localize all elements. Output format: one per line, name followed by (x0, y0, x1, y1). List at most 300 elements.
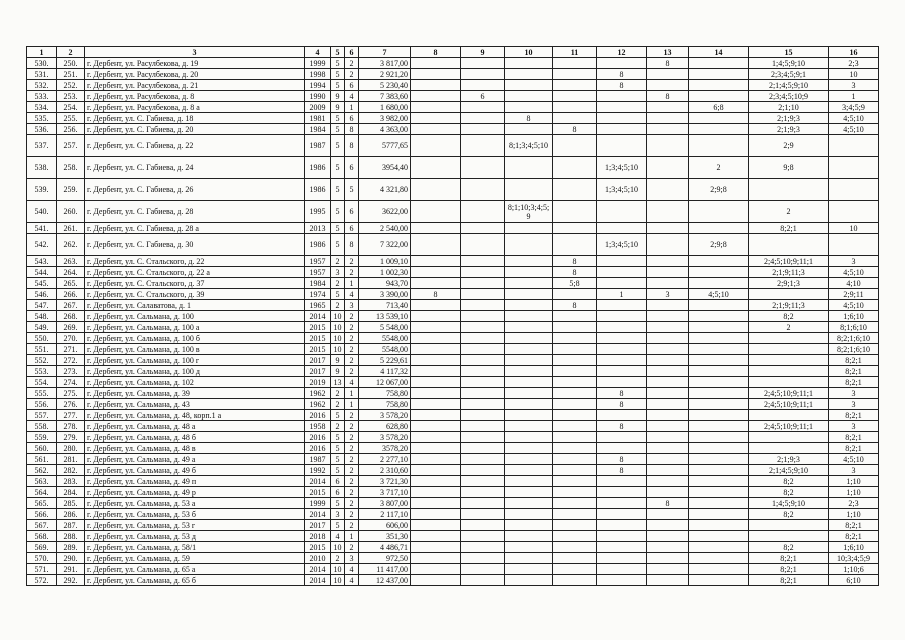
table-cell (597, 564, 647, 575)
table-cell (647, 201, 689, 223)
table-cell: 1;6;10 (829, 542, 879, 553)
table-cell (411, 476, 461, 487)
table-cell (553, 91, 597, 102)
table-cell (647, 69, 689, 80)
table-cell: г. Дербент, ул. С. Стальского, д. 39 (85, 289, 305, 300)
table-cell: 2;3 (829, 498, 879, 509)
table-row (27, 322, 879, 333)
table-cell (553, 333, 597, 344)
table-cell: 2;4;5;10;9;11;1 (749, 388, 829, 399)
table-cell: 8 (597, 421, 647, 432)
table-cell (689, 454, 749, 465)
table-cell (553, 102, 597, 113)
table-cell: 1984 (305, 278, 331, 289)
table-cell (689, 311, 749, 322)
table-cell (411, 333, 461, 344)
table-cell: 8 (505, 113, 553, 124)
table-cell (553, 201, 597, 223)
table-cell (461, 267, 505, 278)
table-row (27, 58, 879, 69)
table-cell: 8;2;1 (749, 553, 829, 564)
table-cell (553, 443, 597, 454)
table-cell: 291. (57, 564, 85, 575)
table-cell: 8 (553, 300, 597, 311)
table-cell: 550. (27, 333, 57, 344)
table-cell (505, 542, 553, 553)
table-cell: 8 (345, 124, 359, 135)
table-cell: 12 437,00 (359, 575, 411, 586)
table-cell: 6 (331, 487, 345, 498)
table-cell: 274. (57, 377, 85, 388)
table-cell: 553. (27, 366, 57, 377)
table-cell: 262. (57, 234, 85, 256)
table-cell: 288. (57, 531, 85, 542)
table-cell: 3 982,00 (359, 113, 411, 124)
table-cell: 5 (331, 80, 345, 91)
table-cell: г. Дербент, ул. Сальмана, д. 48 в (85, 443, 305, 454)
table-cell: 267. (57, 300, 85, 311)
table-cell: г. Дербент, ул. С. Стальского, д. 22 (85, 256, 305, 267)
table-cell: 5 (331, 432, 345, 443)
table-cell (689, 69, 749, 80)
table-cell: 258. (57, 157, 85, 179)
table-cell: г. Дербент, ул. С. Стальского, д. 22 а (85, 267, 305, 278)
table-cell: 8 (345, 234, 359, 256)
table-cell (689, 201, 749, 223)
table-cell (647, 135, 689, 157)
table-cell: 269. (57, 322, 85, 333)
table-cell: г. Дербент, ул. Расулбекова, д. 20 (85, 69, 305, 80)
table-row (27, 300, 879, 311)
table-cell: 2015 (305, 542, 331, 553)
table-cell: 5 (331, 157, 345, 179)
table-cell: г. Дербент, ул. Расулбекова, д. 19 (85, 58, 305, 69)
table-cell: 252. (57, 80, 85, 91)
table-cell: 3954,40 (359, 157, 411, 179)
table-cell: 1;4;5;9;10 (749, 498, 829, 509)
table-cell: 5 230,40 (359, 80, 411, 91)
table-cell: 271. (57, 344, 85, 355)
table-cell: 2016 (305, 410, 331, 421)
table-cell (505, 322, 553, 333)
table-cell: 5 (345, 179, 359, 201)
table-cell (505, 80, 553, 91)
table-cell: 282. (57, 465, 85, 476)
table-cell (411, 509, 461, 520)
table-cell (411, 487, 461, 498)
table-cell: 554. (27, 377, 57, 388)
table-cell: 569. (27, 542, 57, 553)
table-cell (553, 487, 597, 498)
table-cell (647, 333, 689, 344)
table-cell: 1 (829, 91, 879, 102)
table-cell (689, 322, 749, 333)
table-cell: г. Дербент, ул. Сальмана, д. 100 д (85, 366, 305, 377)
table-cell (597, 333, 647, 344)
table-cell (597, 355, 647, 366)
table-cell: 538. (27, 157, 57, 179)
table-cell: 2 (345, 267, 359, 278)
table-cell: 278. (57, 421, 85, 432)
table-cell (689, 377, 749, 388)
table-cell: 2013 (305, 223, 331, 234)
table-cell: 1999 (305, 58, 331, 69)
table-cell: г. Дербент, ул. Сальмана, д. 49 р (85, 487, 305, 498)
table-cell (597, 300, 647, 311)
table-cell (829, 179, 879, 201)
table-row (27, 388, 879, 399)
table-cell: 555. (27, 388, 57, 399)
table-cell (411, 498, 461, 509)
table-cell (411, 135, 461, 157)
table-cell: 7 383,60 (359, 91, 411, 102)
table-cell (505, 498, 553, 509)
table-cell: 1;3;4;5;10 (597, 234, 647, 256)
table-cell (411, 113, 461, 124)
table-cell: 8 (647, 91, 689, 102)
table-cell: 2;1;9;3 (749, 124, 829, 135)
table-cell (411, 201, 461, 223)
table-cell (505, 300, 553, 311)
table-cell (553, 421, 597, 432)
table-cell: 1990 (305, 91, 331, 102)
table-cell: 250. (57, 58, 85, 69)
table-cell: 4 (345, 575, 359, 586)
table-row (27, 377, 879, 388)
table-cell: 3 (829, 465, 879, 476)
table-cell (553, 542, 597, 553)
table-cell: 1958 (305, 421, 331, 432)
table-cell: г. Дербент, ул. С. Габиева, д. 28 (85, 201, 305, 223)
table-cell: 3 (829, 421, 879, 432)
column-header: 7 (359, 47, 411, 58)
table-cell: 8 (597, 399, 647, 410)
table-cell: 2 (345, 410, 359, 421)
table-row (27, 278, 879, 289)
table-cell: 4 (345, 564, 359, 575)
table-cell: 8;2;1 (829, 410, 879, 421)
table-cell: 549. (27, 322, 57, 333)
table-cell (553, 531, 597, 542)
table-cell: 1992 (305, 465, 331, 476)
table-cell: 8;2;1 (829, 366, 879, 377)
table-cell (749, 366, 829, 377)
table-cell (647, 410, 689, 421)
table-cell (411, 124, 461, 135)
table-cell: 256. (57, 124, 85, 135)
table-cell: 2018 (305, 531, 331, 542)
table-cell: 2019 (305, 377, 331, 388)
table-cell (647, 531, 689, 542)
table-cell: 1;6;10 (829, 311, 879, 322)
table-cell: 5 (331, 113, 345, 124)
table-cell (505, 91, 553, 102)
table-cell: 3 (829, 399, 879, 410)
column-header: 1 (27, 47, 57, 58)
table-cell (461, 542, 505, 553)
table-cell (647, 267, 689, 278)
table-cell: 5 (331, 443, 345, 454)
table-cell (597, 113, 647, 124)
table-cell: 10 (331, 575, 345, 586)
table-cell (553, 553, 597, 564)
table-cell: 1986 (305, 179, 331, 201)
table-cell: 8;2;1;6;10 (829, 344, 879, 355)
table-cell: 2 (345, 465, 359, 476)
table-cell: 1;3;4;5;10 (597, 157, 647, 179)
table-cell (461, 234, 505, 256)
table-cell: 2 (689, 157, 749, 179)
table-cell: 5 (331, 234, 345, 256)
table-cell: 2;1;9;11;3 (749, 300, 829, 311)
table-cell: 2016 (305, 432, 331, 443)
table-cell: 287. (57, 520, 85, 531)
table-cell: 1965 (305, 300, 331, 311)
table-cell: 2 (345, 454, 359, 465)
table-cell (749, 355, 829, 366)
table-cell (461, 487, 505, 498)
table-cell: 13 539,10 (359, 311, 411, 322)
table-cell: 5548,00 (359, 344, 411, 355)
table-cell: 568. (27, 531, 57, 542)
table-cell: 8;2 (749, 476, 829, 487)
table-cell: г. Дербент, ул. С. Габиева, д. 28 а (85, 223, 305, 234)
table-cell: 4;10 (829, 278, 879, 289)
table-cell: 1;10;6 (829, 564, 879, 575)
table-cell (647, 443, 689, 454)
table-cell: 3 (331, 267, 345, 278)
table-cell: 1986 (305, 157, 331, 179)
table-cell: г. Дербент, ул. Сальмана, д. 53 а (85, 498, 305, 509)
table-cell: 1 (597, 289, 647, 300)
table-row (27, 344, 879, 355)
table-cell: 2017 (305, 366, 331, 377)
table-cell (505, 432, 553, 443)
table-cell: 292. (57, 575, 85, 586)
table-cell: 1 002,30 (359, 267, 411, 278)
table-row (27, 311, 879, 322)
table-cell: 5;8 (553, 278, 597, 289)
table-cell: 2014 (305, 564, 331, 575)
table-cell: 5 (331, 69, 345, 80)
table-cell: 259. (57, 179, 85, 201)
table-cell: 8;1;10;3;4;5;9 (505, 201, 553, 223)
table-cell: 270. (57, 333, 85, 344)
table-cell (505, 278, 553, 289)
table-cell (553, 322, 597, 333)
table-cell: 543. (27, 256, 57, 267)
table-cell: г. Дербент, ул. С. Габиева, д. 26 (85, 179, 305, 201)
table-cell: 8;1;6;10 (829, 322, 879, 333)
table-cell: 5 (331, 410, 345, 421)
table-cell: 540. (27, 201, 57, 223)
table-cell: 2014 (305, 509, 331, 520)
table-cell: 1 (345, 531, 359, 542)
table-cell: 251. (57, 69, 85, 80)
table-cell (553, 355, 597, 366)
table-row (27, 333, 879, 344)
table-cell (647, 476, 689, 487)
table-cell (597, 553, 647, 564)
table-cell: 2016 (305, 443, 331, 454)
column-header: 8 (411, 47, 461, 58)
table-cell (597, 542, 647, 553)
table-cell (597, 91, 647, 102)
table-cell: 8;2 (749, 542, 829, 553)
table-cell (647, 399, 689, 410)
table-cell: 1;4;5;9;10 (749, 58, 829, 69)
table-cell (461, 564, 505, 575)
table-cell (647, 355, 689, 366)
table-cell: 535. (27, 113, 57, 124)
table-cell: 3 717,10 (359, 487, 411, 498)
table-cell (411, 443, 461, 454)
table-cell: 1962 (305, 399, 331, 410)
data-table (26, 46, 879, 586)
table-cell (553, 344, 597, 355)
table-cell (411, 564, 461, 575)
table-cell: г. Дербент, ул. Сальмана, д. 49 а (85, 454, 305, 465)
table-cell: 5 (331, 124, 345, 135)
table-cell: г. Дербент, ул. Сальмана, д. 43 (85, 399, 305, 410)
table-row (27, 179, 879, 201)
table-cell (647, 179, 689, 201)
table-cell (647, 421, 689, 432)
table-cell (597, 377, 647, 388)
table-cell (505, 69, 553, 80)
table-cell (461, 454, 505, 465)
column-header: 11 (553, 47, 597, 58)
table-cell (749, 432, 829, 443)
table-cell (553, 234, 597, 256)
table-cell: 5 548,00 (359, 322, 411, 333)
table-cell: 10 (331, 333, 345, 344)
table-cell (647, 388, 689, 399)
table-cell: 268. (57, 311, 85, 322)
table-cell: 561. (27, 454, 57, 465)
table-row (27, 465, 879, 476)
table-cell (505, 157, 553, 179)
table-cell (647, 366, 689, 377)
table-cell: 758,80 (359, 399, 411, 410)
table-cell (689, 58, 749, 69)
table-cell: 2015 (305, 487, 331, 498)
table-cell (411, 80, 461, 91)
table-cell: 1;10 (829, 487, 879, 498)
table-cell (505, 58, 553, 69)
table-cell (461, 179, 505, 201)
table-cell (505, 289, 553, 300)
table-cell: 560. (27, 443, 57, 454)
table-cell: 532. (27, 80, 57, 91)
table-cell: 2;3;4;5;10;9 (749, 91, 829, 102)
table-cell (411, 531, 461, 542)
table-cell (461, 102, 505, 113)
table-cell (411, 432, 461, 443)
table-cell: г. Дербент, ул. Сальмана, д. 48 а (85, 421, 305, 432)
table-cell (647, 256, 689, 267)
table-cell (505, 421, 553, 432)
table-cell: 537. (27, 135, 57, 157)
table-cell: г. Дербент, ул. Сальмана, д. 53 б (85, 509, 305, 520)
table-cell: 2;4;5;10;9;11;1 (749, 256, 829, 267)
table-cell (647, 300, 689, 311)
table-row (27, 234, 879, 256)
table-cell: 539. (27, 179, 57, 201)
table-cell: г. Дербент, ул. Сальмана, д. 49 б (85, 465, 305, 476)
table-cell (505, 124, 553, 135)
table-cell: 289. (57, 542, 85, 553)
column-header: 14 (689, 47, 749, 58)
table-cell: 3 390,00 (359, 289, 411, 300)
table-cell (597, 575, 647, 586)
table-cell: 10 (331, 311, 345, 322)
table-cell (461, 476, 505, 487)
table-cell: 572. (27, 575, 57, 586)
table-cell (553, 80, 597, 91)
table-cell (689, 432, 749, 443)
table-cell: 281. (57, 454, 85, 465)
header-row (27, 47, 879, 58)
table-cell (461, 256, 505, 267)
table-cell (505, 234, 553, 256)
table-cell: 277. (57, 410, 85, 421)
table-cell (689, 91, 749, 102)
table-cell: 4 (345, 91, 359, 102)
table-cell: 1957 (305, 267, 331, 278)
table-cell (647, 454, 689, 465)
table-cell: 2 277,10 (359, 454, 411, 465)
table-cell: г. Дербент, ул. Сальмана, д. 58/1 (85, 542, 305, 553)
table-cell: 565. (27, 498, 57, 509)
table-cell (461, 223, 505, 234)
table-cell: 3 (345, 553, 359, 564)
table-cell (597, 520, 647, 531)
table-cell: 2 (331, 278, 345, 289)
table-row (27, 410, 879, 421)
table-cell: 2 117,10 (359, 509, 411, 520)
table-cell: 530. (27, 58, 57, 69)
table-cell: 257. (57, 135, 85, 157)
table-cell: 265. (57, 278, 85, 289)
table-cell: г. Дербент, ул. Расулбекова, д. 21 (85, 80, 305, 91)
table-cell (597, 311, 647, 322)
table-cell (505, 311, 553, 322)
table-cell (553, 509, 597, 520)
table-cell: 1;10 (829, 476, 879, 487)
table-cell: 8 (597, 388, 647, 399)
table-cell: 2 (345, 432, 359, 443)
table-cell (505, 509, 553, 520)
table-cell (411, 256, 461, 267)
table-cell: 1987 (305, 454, 331, 465)
table-cell (553, 454, 597, 465)
table-cell (647, 465, 689, 476)
table-cell (689, 553, 749, 564)
table-cell: 1 009,10 (359, 256, 411, 267)
column-header: 10 (505, 47, 553, 58)
table-cell: 8;2;1;6;10 (829, 333, 879, 344)
table-cell (461, 300, 505, 311)
table-cell (461, 377, 505, 388)
table-cell (689, 487, 749, 498)
table-row (27, 157, 879, 179)
table-cell (553, 157, 597, 179)
table-cell (411, 366, 461, 377)
table-cell: 2 540,00 (359, 223, 411, 234)
table-cell: г. Дербент, ул. Сальмана, д. 100 г (85, 355, 305, 366)
table-cell: 11 417,00 (359, 564, 411, 575)
